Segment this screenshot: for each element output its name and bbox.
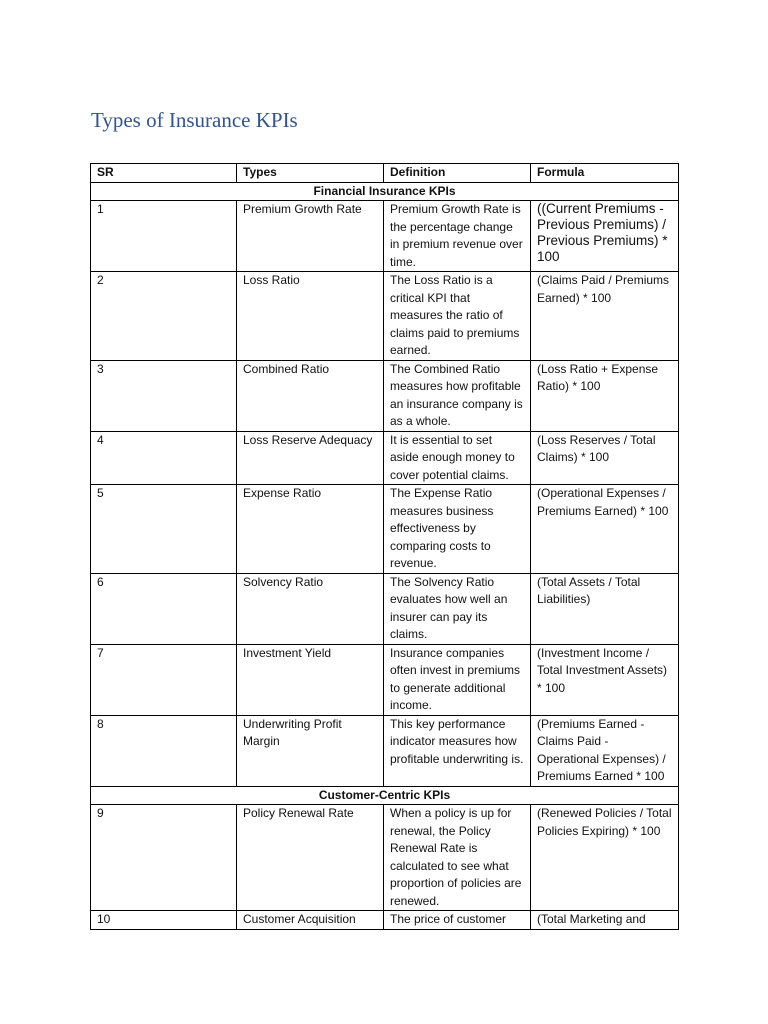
- cell-formula: (Operational Expenses / Premiums Earned) * 100: [531, 485, 679, 574]
- cell-definition: This key performance indicator measures how profitable underwriting is.: [384, 715, 531, 786]
- cell-formula: (Total Marketing and: [531, 911, 679, 930]
- cell-definition: The Loss Ratio is a critical KPI that measures the ratio of claims paid to premiums earned.: [384, 272, 531, 361]
- cell-type: Solvency Ratio: [237, 573, 384, 644]
- cell-sr: 2: [91, 272, 237, 361]
- cell-type: Policy Renewal Rate: [237, 805, 384, 911]
- table-row: [91, 431, 679, 485]
- table-row: [91, 573, 679, 644]
- section-title-customer: Customer-Centric KPIs: [91, 786, 679, 805]
- table-row: [91, 360, 679, 431]
- table-header-row: [91, 164, 679, 183]
- cell-formula: (Loss Reserves / Total Claims) * 100: [531, 431, 679, 485]
- cell-definition: The Solvency Ratio evaluates how well an insurer can pay its claims.: [384, 573, 531, 644]
- cell-definition: The Combined Ratio measures how profitable an insurance company is as a whole.: [384, 360, 531, 431]
- cell-type: Loss Reserve Adequacy: [237, 431, 384, 485]
- cell-type: Loss Ratio: [237, 272, 384, 361]
- cell-definition: It is essential to set aside enough money to cover potential claims.: [384, 431, 531, 485]
- table-row: [91, 805, 679, 911]
- kpi-table: [90, 163, 679, 930]
- cell-type: Combined Ratio: [237, 360, 384, 431]
- header-formula: Formula: [531, 164, 679, 183]
- cell-type: Premium Growth Rate: [237, 201, 384, 272]
- cell-formula: (Total Assets / Total Liabilities): [531, 573, 679, 644]
- page-title: Types of Insurance KPIs: [91, 108, 298, 132]
- cell-formula: (Claims Paid / Premiums Earned) * 100: [531, 272, 679, 361]
- cell-type: Expense Ratio: [237, 485, 384, 574]
- cell-formula: ((Current Premiums - Previous Premiums) / Previous Premiums) * 100: [531, 201, 679, 272]
- table-row: [91, 911, 679, 930]
- cell-definition: Premium Growth Rate is the percentage change in premium revenue over time.: [384, 201, 531, 272]
- cell-type: Underwriting Profit Margin: [237, 715, 384, 786]
- section-row: [91, 786, 679, 805]
- cell-definition: Insurance companies often invest in premiums to generate additional income.: [384, 644, 531, 715]
- table-row: [91, 485, 679, 574]
- cell-type: Customer Acquisition: [237, 911, 384, 930]
- section-title-financial: Financial Insurance KPIs: [91, 182, 679, 201]
- table-row: [91, 644, 679, 715]
- cell-sr: 7: [91, 644, 237, 715]
- cell-sr: 5: [91, 485, 237, 574]
- cell-formula: (Renewed Policies / Total Policies Expiring) * 100: [531, 805, 679, 911]
- header-definition: Definition: [384, 164, 531, 183]
- cell-type: Investment Yield: [237, 644, 384, 715]
- cell-sr: 10: [91, 911, 237, 930]
- cell-sr: 1: [91, 201, 237, 272]
- cell-definition: The Expense Ratio measures business effectiveness by comparing costs to revenue.: [384, 485, 531, 574]
- cell-sr: 9: [91, 805, 237, 911]
- header-sr: SR: [91, 164, 237, 183]
- cell-definition: When a policy is up for renewal, the Policy Renewal Rate is calculated to see what proportion of policies are renewed.: [384, 805, 531, 911]
- cell-sr: 6: [91, 573, 237, 644]
- table-row: [91, 272, 679, 361]
- header-types: Types: [237, 164, 384, 183]
- cell-formula: (Premiums Earned - Claims Paid - Operational Expenses) / Premiums Earned * 100: [531, 715, 679, 786]
- cell-sr: 3: [91, 360, 237, 431]
- section-row: [91, 182, 679, 201]
- cell-definition: The price of customer: [384, 911, 531, 930]
- cell-sr: 4: [91, 431, 237, 485]
- table-row: [91, 715, 679, 786]
- cell-formula: (Loss Ratio + Expense Ratio) * 100: [531, 360, 679, 431]
- cell-sr: 8: [91, 715, 237, 786]
- table-row: [91, 201, 679, 272]
- cell-formula: (Investment Income / Total Investment Assets) * 100: [531, 644, 679, 715]
